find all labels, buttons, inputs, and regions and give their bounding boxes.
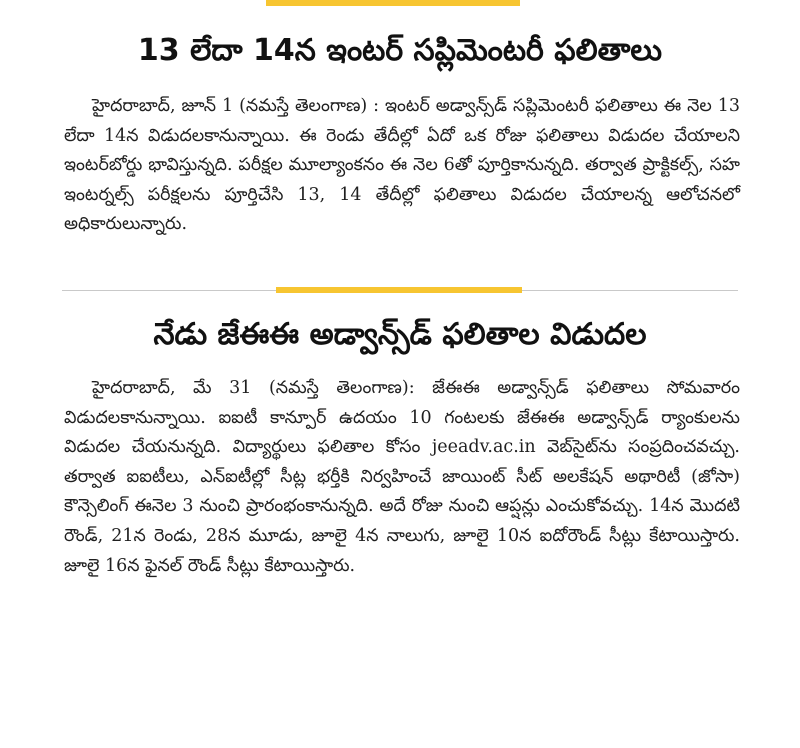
article1-body xyxy=(64,92,740,240)
article2-headline: నేడు జేఈఈ అడ్వాన్స్‌డ్ ఫలితాల విడుదల xyxy=(153,317,647,352)
article1-paragraph: హైదరాబాద్, జూన్ 1 (నమస్తే తెలంగాణ) : ఇంటర్ అడ్వాన్స్‌డ్ సప్లిమెంటరీ ఫలితాలు ఈ నెల 13 లేదా 14న విడుదలకానున్నాయి. ఈ రెండు తేదీల్లో ఏదో ఒక రోజు ఫలితాలు విడుదల చేయాలని ఇంటర్‌బోర్డు భావిస్తున్నది. పరీక్షల మూల్యాంకనం ఈ నెల 6తో పూర్తికానున్నది. తర్వాత ప్రాక్టికల్స్, సహ ఇంటర్నల్స్ పరీక్షలను పూర్తిచేసి 13, 14 తేదీల్లో ఫలితాలు విడుదల చేయాలన్న ఆలోచనలో అధికారులున్నారు. xyxy=(64,96,740,235)
article2-paragraph: హైదరాబాద్, మే 31 (నమస్తే తెలంగాణ): జేఈఈ అడ్వాన్స్‌డ్ ఫలితాలు సోమవారం విడుదలకానున్నాయి. ఐఐటీ కాన్పూర్ ఉదయం 10 గంటలకు జేఈఈ అడ్వాన్స్‌డ్ ర్యాంకులను విడుదల చేయనున్నది. విద్యార్థులు ఫలితాల కోసం jeeadv.ac.in వెబ్‌సైట్‌ను సంప్రదించవచ్చు. తర్వాత ఐఐటీలు, ఎన్‌ఐటీల్లో సీట్ల భర్తీకి నిర్వహించే జాయింట్ సీట్ అలకేషన్ అథారిటీ (జోసా) కౌన్సెలింగ్ ఈనెల 3 నుంచి ప్రారంభంకానున్నది. అదే రోజు నుంచి ఆప్షన్లు ఎంచుకోవచ్చు. 14న మొదటి రౌండ్, 21న రెండు, 28న మూడు, జూలై 4న నాలుగు, జూలై 10న ఐదోరౌండ్ సీట్లు కేటాయిస్తారు. జూలై 16న ఫైనల్ రౌండ్ సీట్లు కేటాయిస్తారు. xyxy=(64,378,740,576)
top-accent-bar xyxy=(266,0,520,6)
divider-accent-bar xyxy=(276,287,522,293)
article1-headline: 13 లేదా 14న ఇంటర్ సప్లిమెంటరీ ఫలితాలు xyxy=(137,33,663,68)
article2-body xyxy=(64,374,740,581)
